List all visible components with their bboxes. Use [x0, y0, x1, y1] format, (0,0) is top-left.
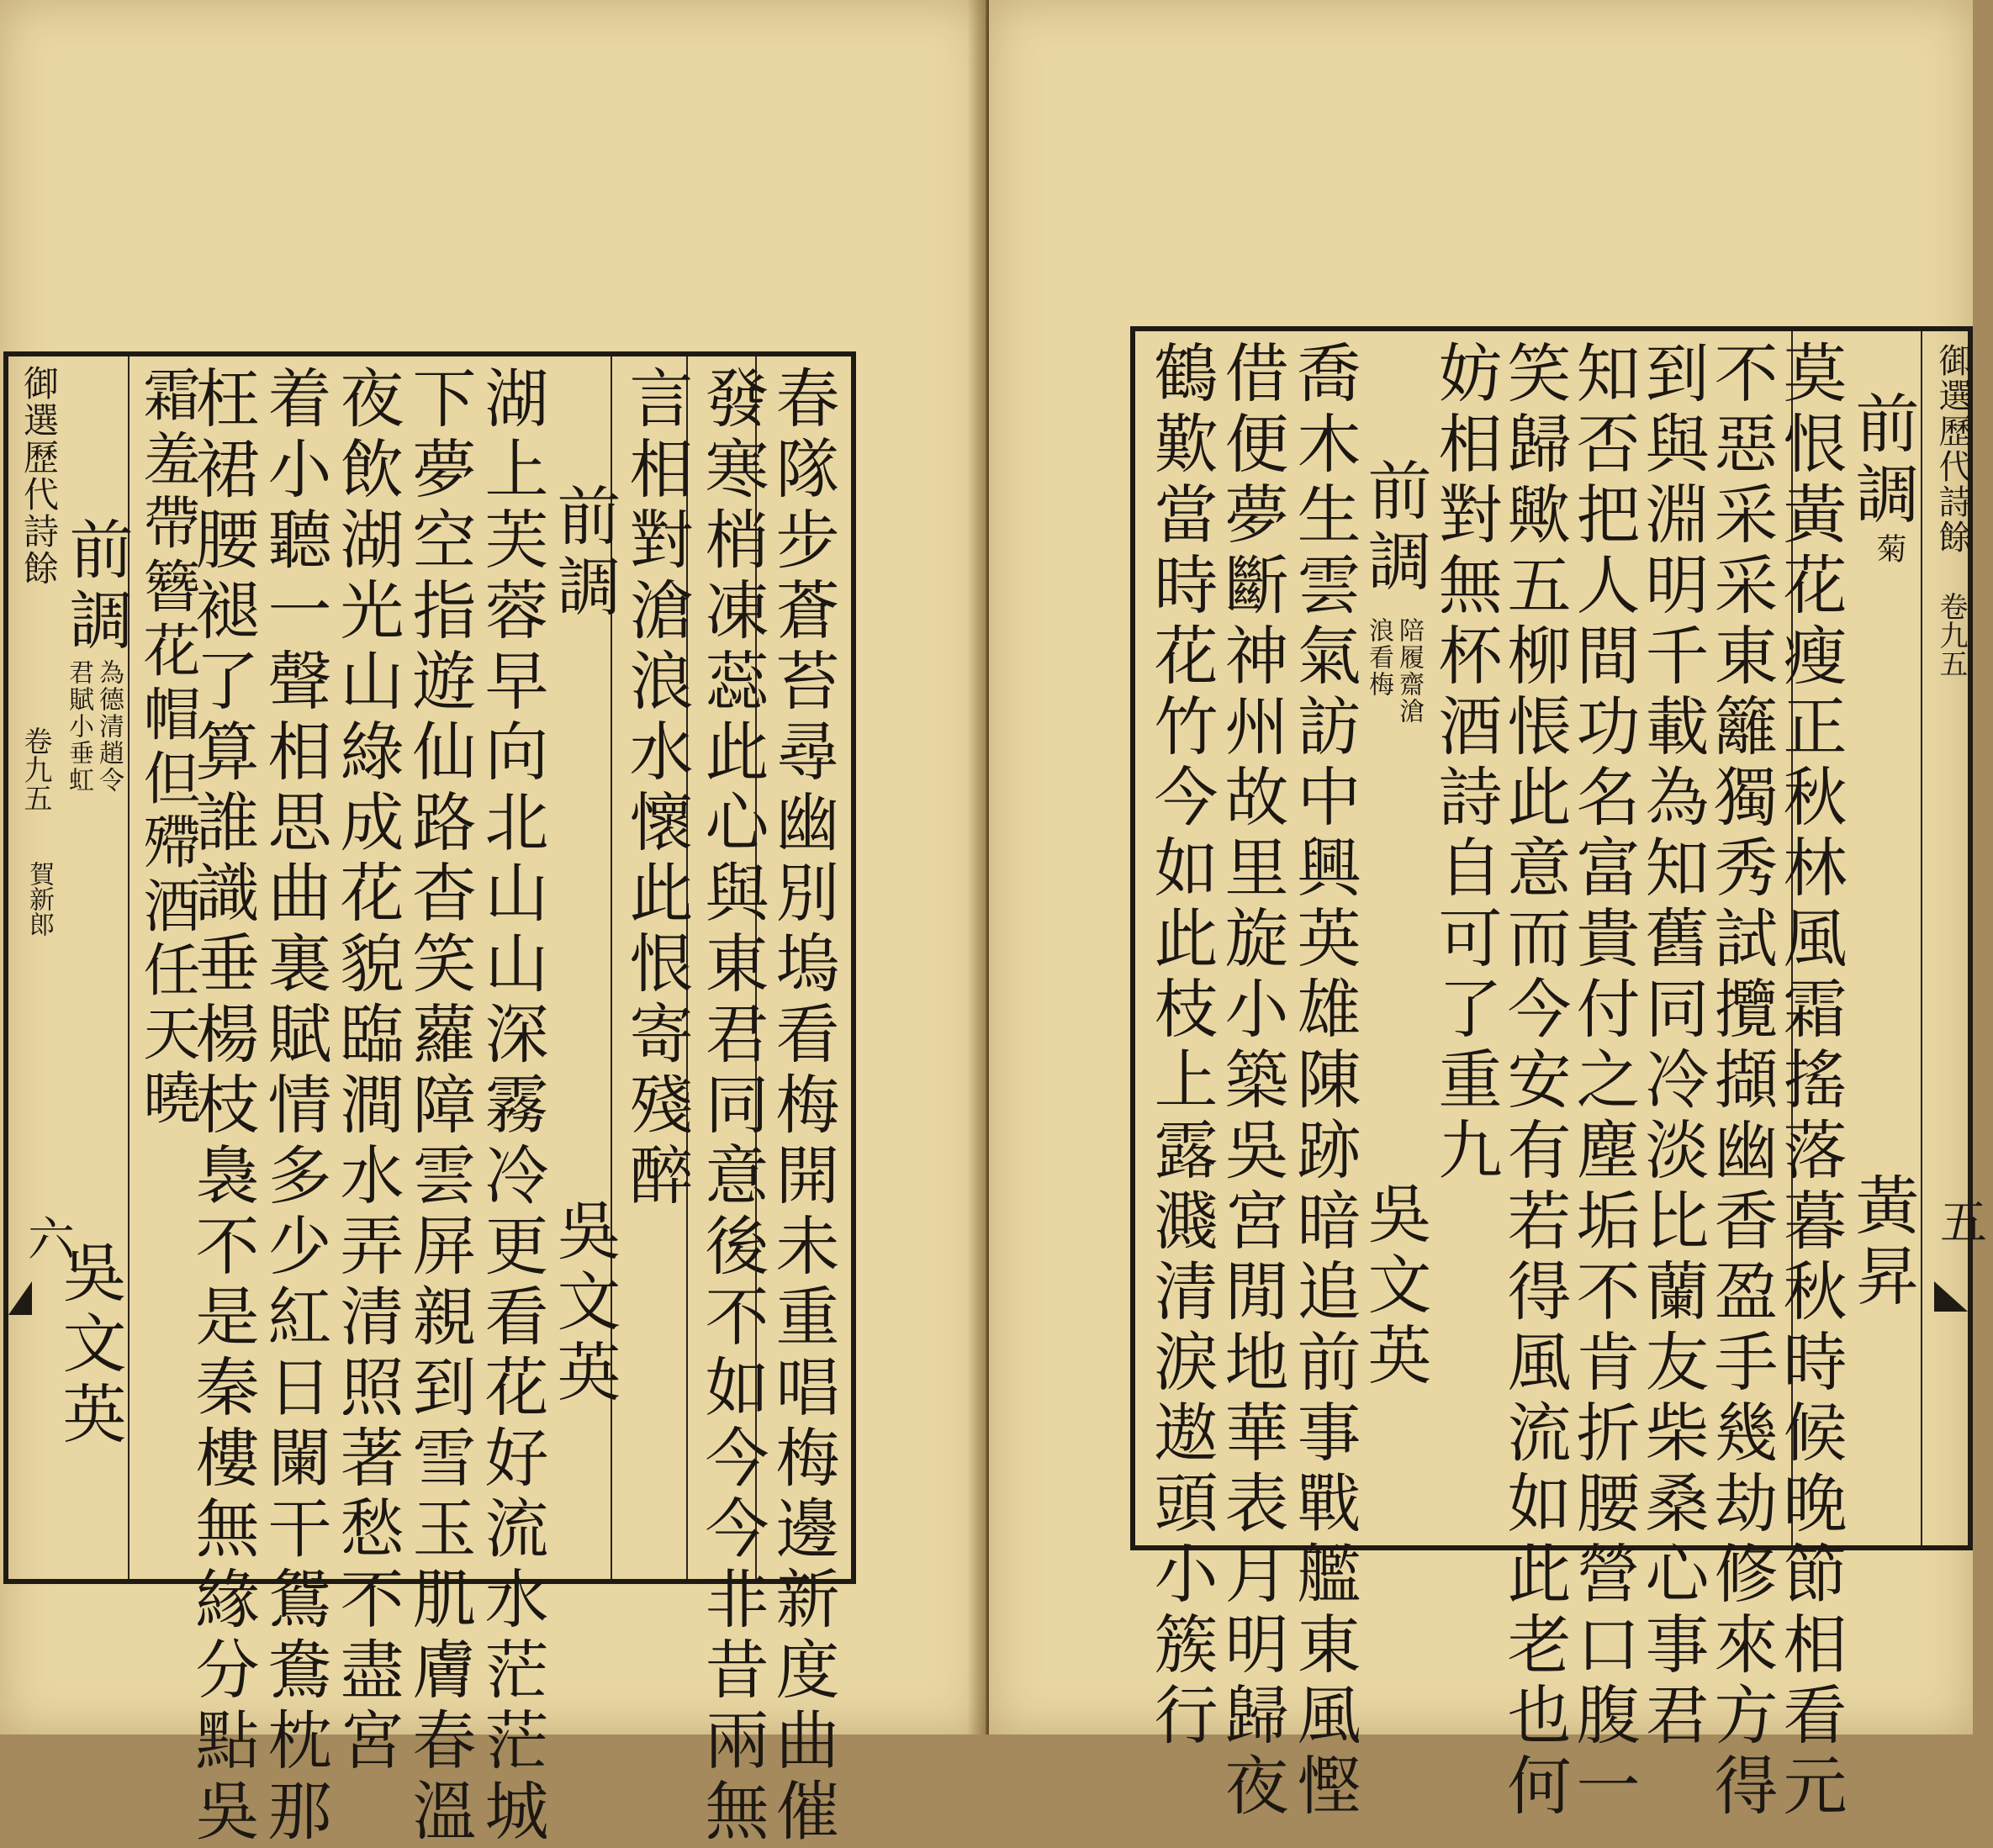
text-column: 借便夢斷神州故里旋小築吳宮閒地華表月明歸夜	[1214, 340, 1289, 1823]
text-column: 知否把人間功名富貴付之塵垢不肯折腰營口腹一	[1566, 340, 1641, 1823]
margin-title: 御選歷代詩餘	[1933, 343, 1972, 555]
text-column: 湖上芙蓉早向北山山深霧冷更看花好流水茫茫城	[474, 365, 549, 1848]
text-column: 言相對滄浪水懷此恨寄殘醉	[619, 365, 694, 1212]
tune-subtitle: 君賦小垂虹	[64, 659, 93, 794]
right-page-frame	[1130, 326, 1987, 1823]
author-name: 吳文英	[1357, 1180, 1432, 1392]
margin-title: 御選歷代詩餘	[19, 365, 60, 587]
text-column: 到與淵明千載為知舊同冷淡比蘭友柴桑心事君	[1635, 340, 1710, 1752]
fish-tail-mark	[1934, 1281, 1968, 1312]
text-column: 發寒梢凍蕊此心與東君同意後不如今今非昔兩無	[695, 365, 769, 1848]
tune-heading: 前調	[59, 516, 134, 657]
tune-subtitle: 浪看梅	[1364, 617, 1393, 698]
column-rule	[1921, 331, 1922, 1545]
text-column: 妨相對無杯酒詩自可了重九	[1428, 340, 1503, 1187]
margin-volume: 卷九五	[1934, 592, 1968, 678]
tune-heading: 前調	[1845, 390, 1920, 531]
author-name: 吳文英	[52, 1239, 127, 1451]
page-number: 六	[20, 1214, 75, 1261]
text-column: 笑歸歟五柳悵此意而今安有若得風流如此老也何	[1497, 340, 1572, 1823]
left-page-frame	[3, 351, 856, 1848]
text-column: 春隊步蒼苔尋幽別塢看梅開未重唱梅邊新度曲催	[765, 365, 840, 1848]
tune-heading: 前調	[547, 483, 621, 624]
text-column: 莫恨黃花瘦正秋林風霜搖落暮秋時候晚節相看元	[1773, 340, 1848, 1823]
text-column: 夜飲湖光山綠成花貌臨澗水弄清照著愁不盡宮	[330, 365, 404, 1777]
text-column: 鶴歎當時花竹今如此枝上露濺清淚遨頭小簇行	[1144, 340, 1219, 1752]
author-name: 黃昇	[1845, 1172, 1920, 1313]
text-column: 下夢空指遊仙路杳笑蘿障雲屏親到雪玉肌膚春溫	[402, 365, 477, 1848]
fish-tail-mark	[8, 1281, 32, 1315]
tune-heading: 前調	[1357, 457, 1432, 599]
text-column: 喬木生雲氣訪中興英雄陳跡暗追前事戰艦東風慳	[1287, 340, 1361, 1823]
text-column: 枉裙腰褪了算誰識垂楊枝裊不是秦樓無緣分點吳	[185, 365, 260, 1848]
tune-subtitle: 菊	[1872, 533, 1906, 565]
tune-subtitle: 為德清趙令	[94, 659, 124, 794]
tune-subtitle: 陪履齋滄	[1394, 617, 1424, 725]
text-column: 着小聽一聲相思曲裏賦情多少紅日闌干鴛鴦枕那	[257, 365, 332, 1848]
left-page	[0, 0, 986, 1848]
text-column: 霜羞帶簪花帽但殢酒任天曉	[134, 365, 200, 1132]
page-number: 五	[1932, 1197, 1987, 1244]
margin-volume: 卷九五	[19, 726, 52, 812]
text-column: 不惡采采東籬獨秀試攬擷幽香盈手幾劫修來方得	[1704, 340, 1779, 1823]
margin-tune-name: 賀新郎	[24, 861, 54, 937]
author-name: 吳文英	[547, 1197, 621, 1409]
